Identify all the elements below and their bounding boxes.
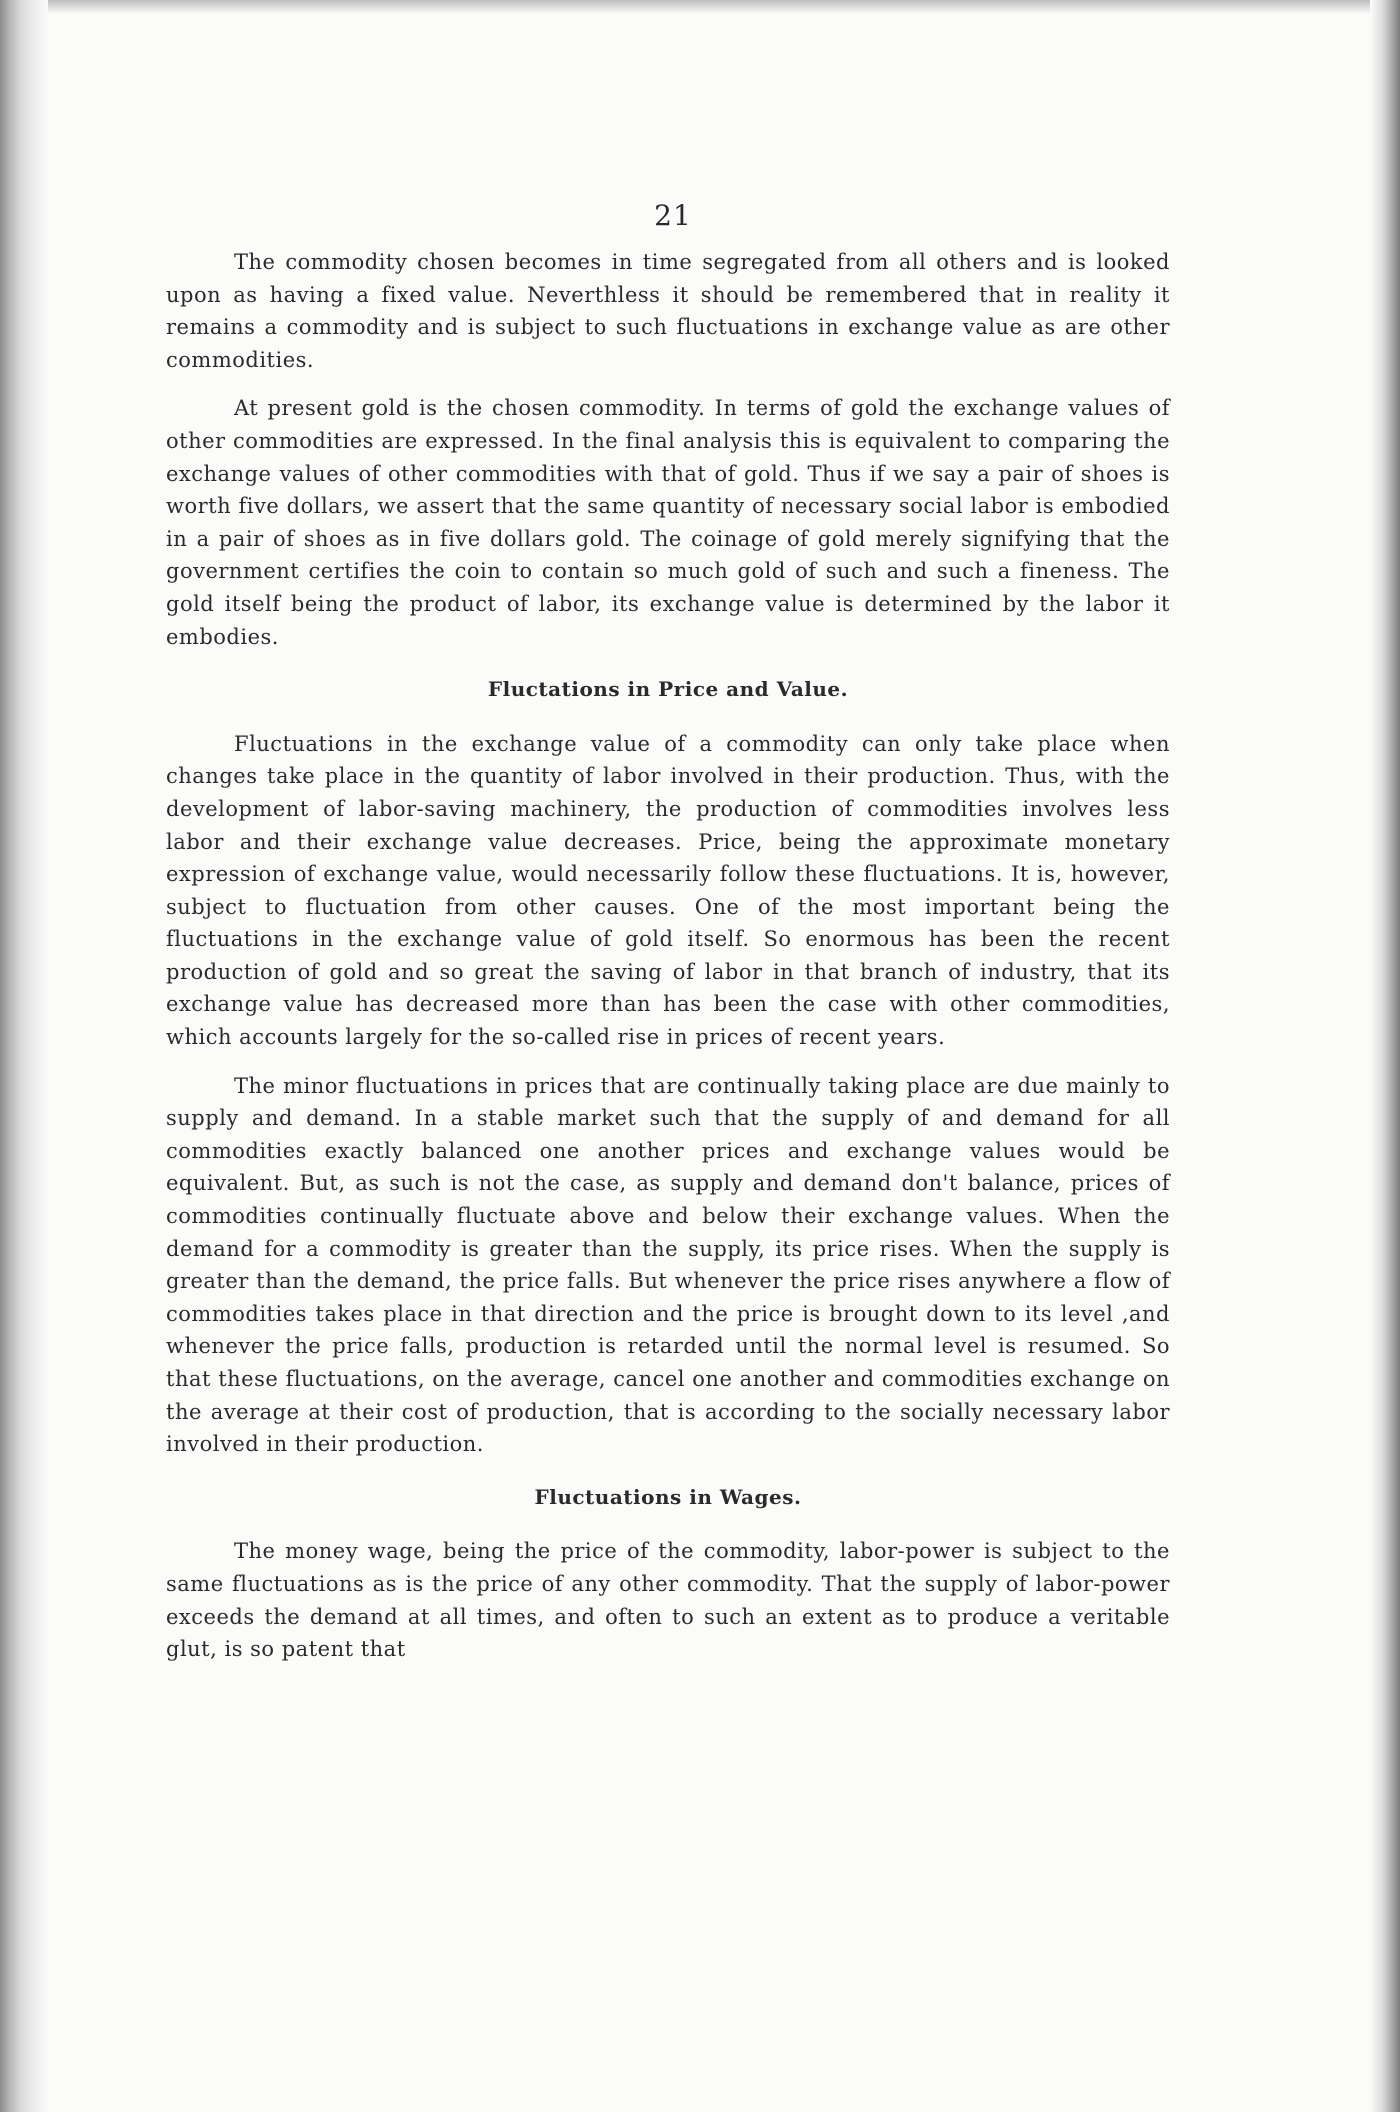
paragraph-minor-fluctuations: The minor fluctuations in prices that are continually taking place are due mainly to supply and demand. In a stable market such that the supply of and demand for all commodities exactly balanced one another prices and exchange values would be equivalent. But, as such is not the case, as supply and demand don't balance, prices of commodities continually fluctuate above and below their exchange values. When the demand for a commodity is greater than the supply, its price rises. When the supply is greater than the demand, the price falls. But whenever the price rises anywhere a flow of commodities takes place in that direction and the price is brought down to its level ,and whenever the price falls, production is retarded until the normal level is resumed. So that these fluctuations, on the average, cancel one another and commodities exchange on the average at their cost of production, that is according to the socially necessary labor involved in their production. xyxy=(166,1073,1170,1457)
heading-fluctuations-wages: Fluctuations in Wages. xyxy=(534,1484,802,1509)
paragraph-gold-chosen: At present gold is the chosen commodity. In terms of gold the exchange values of other commodities are expressed. In the final analysis this is equivalent to comparing the exchange values of other commodities with that of gold. Thus if we say a pair of shoes is worth five dollars, we assert that the same quantity of necessary social labor is embodied in a pair of shoes as in five dollars gold. The coinage of gold merely signifying that the government certifies the coin to contain so much gold of such and such a fineness. The gold itself being the product of labor, its exchange value is determined by the labor it embodies. xyxy=(166,396,1170,649)
page-top-edge xyxy=(0,0,1400,14)
heading-fluctuations-price-value: Fluctations in Price and Value. xyxy=(487,677,849,702)
page-binding-left xyxy=(0,0,48,2112)
paragraph-commodity-chosen: The commodity chosen becomes in time segregated from all others and is looked upon as having a fixed value. Neverthless it should be remembered that in reality it remains a commodity and is subject to such fluctuations in exchange value as are other commodities. xyxy=(166,250,1170,372)
page-text-block xyxy=(166,196,1170,1682)
paragraph-exchange-value-fluctuations: Fluctuations in the exchange value of a commodity can only take place when changes take place in the quantity of labor involved in their production. Thus, with the development of labor-saving machinery, the production of commodities involves less labor and their exchange value decreases. Price, being the approximate monetary expression of exchange value, would necessarily follow these fluctuations. It is, however, subject to fluctuation from other causes. One of the most important being the fluctuations in the exchange value of gold itself. So enormous has been the recent production of gold and so great the saving of labor in that branch of industry, that its exchange value has decreased more than has been the case with other commodities, which accounts largely for the so-called rise in prices of recent years. xyxy=(166,731,1170,1050)
page-number: 21 xyxy=(654,199,692,232)
paragraph-money-wage: The money wage, being the price of the commodity, labor-power is subject to the same fluctuations as is the price of any other commodity. That the supply of labor-power exceeds the demand at all times, and often to such an extent as to produce a veritable glut, is so patent that xyxy=(166,1539,1170,1662)
page-edge-right xyxy=(1370,0,1400,2112)
